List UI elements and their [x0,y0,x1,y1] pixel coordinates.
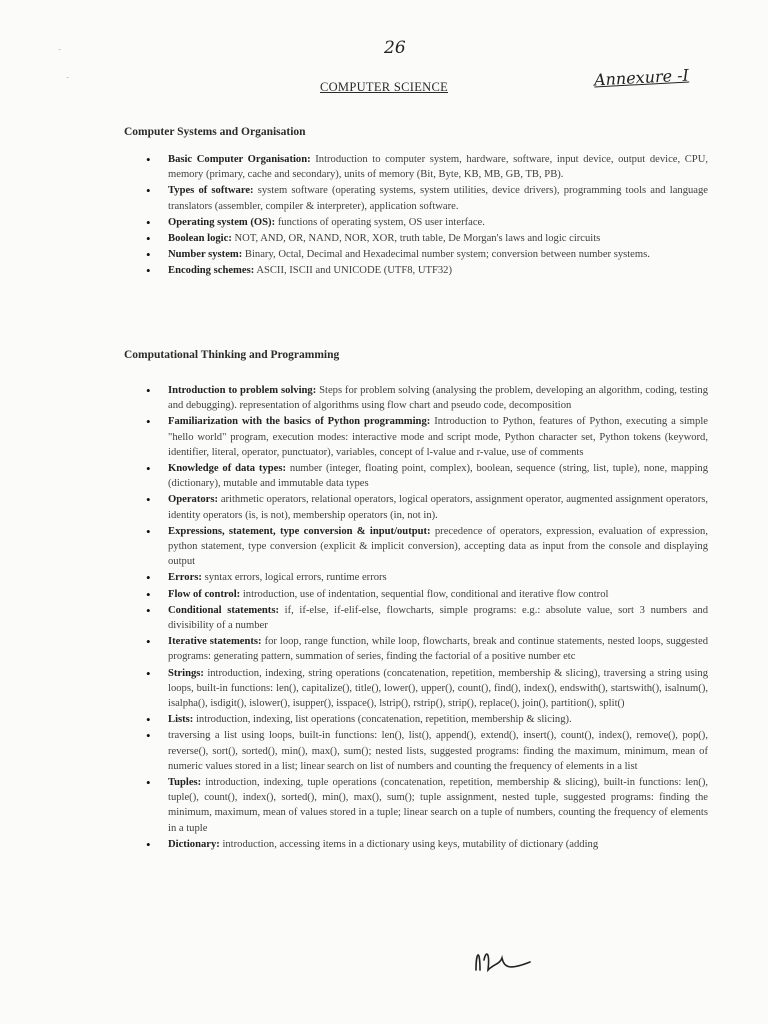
list-item [146,837,708,852]
item-label: Errors: [168,572,202,584]
item-label: Flow of control: [168,588,241,600]
item-label: Operators: [168,494,219,506]
list-item [146,712,708,727]
item-label: Lists: [168,714,194,726]
list-item [146,775,708,836]
item-text: traversing a list using loops, built-in functions: len(), list(), append(), extend(), insert(), count(), index(), remove(), pop(), reverse(), sort(), sorted(), min(), max(), sum(); nested lists, suggested programs: finding the maximum, minimum, mean of numeric values stored in a list; linear search on list of numbers and counting the frequency of elements in a list [168,730,708,772]
annexure-label: Annexure -I [593,65,690,90]
scan-speck: - [66,72,70,83]
item-label: Strings: [168,667,204,679]
list-item [146,634,708,664]
section-heading-computer-systems: Computer Systems and Organisation [124,126,306,138]
item-label: Number system: [168,249,243,261]
item-text: introduction, accessing items in a dictionary using keys, mutability of dictionary (adding [222,838,599,850]
item-label: Basic Computer Organisation: [168,154,311,165]
list-item [146,603,708,633]
item-label: Dictionary: [168,838,220,850]
item-text: Binary, Octal, Decimal and Hexadecimal number system; conversion between number systems. [244,249,650,261]
section-heading-computational-thinking: Computational Thinking and Programming [124,349,340,361]
computer-systems-list [146,152,708,280]
item-label: Knowledge of data types: [168,463,286,475]
list-item [146,570,708,585]
document-title: COMPUTER SCIENCE [319,80,449,94]
item-text: functions of operating system, OS user interface. [277,216,485,228]
list-item [146,231,708,246]
item-label: Operating system (OS): [168,216,276,228]
list-item [146,383,708,413]
item-text: number (integer, floating point, complex), boolean, sequence (string, list, tuple), none, mapping (dictionary), mutable and immutable data types [168,463,709,490]
signature-mark [470,940,540,980]
item-label: Types of software: [168,185,254,197]
item-label: Iterative statements: [168,636,262,648]
list-item [146,492,708,522]
item-label: Introduction to problem solving: [168,385,317,396]
item-text: Steps for problem solving (analysing the problem, developing an algorithm, coding, testing and debugging). representation of algorithms using flow chart and pseudo code, decomposition [168,385,708,412]
list-item [146,247,708,262]
item-label: Boolean logic: [168,233,232,245]
item-label: Familiarization with the basics of Python programming: [168,416,431,428]
list-item [146,728,708,774]
computational-thinking-list [146,383,708,853]
item-label: Tuples: [168,777,202,789]
list-item [146,414,708,460]
item-text: NOT, AND, OR, NAND, NOR, XOR, truth table, De Morgan's laws and logic circuits [234,233,601,245]
item-text: arithmetic operators, relational operators, logical operators, assignment operator, augmented assignment operators, identity operators (is, is not), membership operators (in, not in). [168,494,709,521]
list-item [146,183,708,213]
item-label: Conditional statements: [168,604,279,616]
item-text: introduction, indexing, string operations (concatenation, repetition, membership & slicing), traversing a string using loops, built-in functions: len(), capitalize(), title(), lower(), upper(), count(), find(), index(), endswith(), startswith(), isalnum(), isalpha(), isdigit(), islower(), isupper(), isspace(), lstrip(), rstrip(), strip(), replace(), join(), partition(), split() [168,667,708,710]
list-item [146,461,708,491]
list-item [146,152,708,182]
item-label: Expressions, statement, type conversion & input/output: [168,525,431,537]
item-text: introduction, indexing, list operations (concatenation, repetition, membership & slicing). [195,714,572,726]
list-item [146,524,708,570]
item-text: ASCII, ISCII and UNICODE (UTF8, UTF32) [256,265,452,277]
item-label: Encoding schemes: [168,265,255,277]
list-item [146,666,708,712]
item-text: if, if-else, if-elif-else, flowcharts, simple programs: e.g.: absolute value, sort 3 numbers and divisibility of a number [168,604,708,632]
list-item [146,215,708,230]
item-text: introduction, use of indentation, sequential flow, conditional and iterative flow control [242,588,609,600]
item-text: syntax errors, logical errors, runtime errors [204,572,387,584]
item-text: system software (operating systems, system utilities, device drivers), programming tools and language translators (assembler, compiler & interpreter), application software. [168,185,708,212]
scan-speck: - [58,44,62,55]
list-item [146,263,708,278]
item-text: Introduction to Python, features of Python, executing a simple "hello world" program, execution modes: interactive mode and script mode, Python character set, Python tokens (keyword, identifier, literal, operator, punctuator), variables, concept of l-value and r-value, use of comments [168,416,708,458]
item-text: precedence of operators, expression, evaluation of expression, python statement, type conversion (explicit & implicit conversion), accepting data as input from the console and displaying output [168,525,708,568]
item-text: introduction, indexing, tuple operations (concatenation, repetition, membership & slicing), built-in functions: len(), tuple(), count(), index(), sorted(), min(), max(), sum(); tuple assignment, nested tuple, suggested programs: finding the minimum, maximum, mean of values stored in a tuple; linear search on a tuple of numbers, counting the frequency of elements in a tuple [168,777,708,834]
item-text: Introduction to computer system, hardware, software, input device, output device, CPU, memory (primary, cache and secondary), units of memory (Bit, Byte, KB, MB, GB, TB, PB). [168,154,708,181]
list-item [146,587,708,602]
item-text: for loop, range function, while loop, flowcharts, break and continue statements, nested loops, suggested programs: generating pattern, summation of series, finding the factorial of a positive number etc [168,636,708,663]
page-number: 26 [384,38,406,58]
